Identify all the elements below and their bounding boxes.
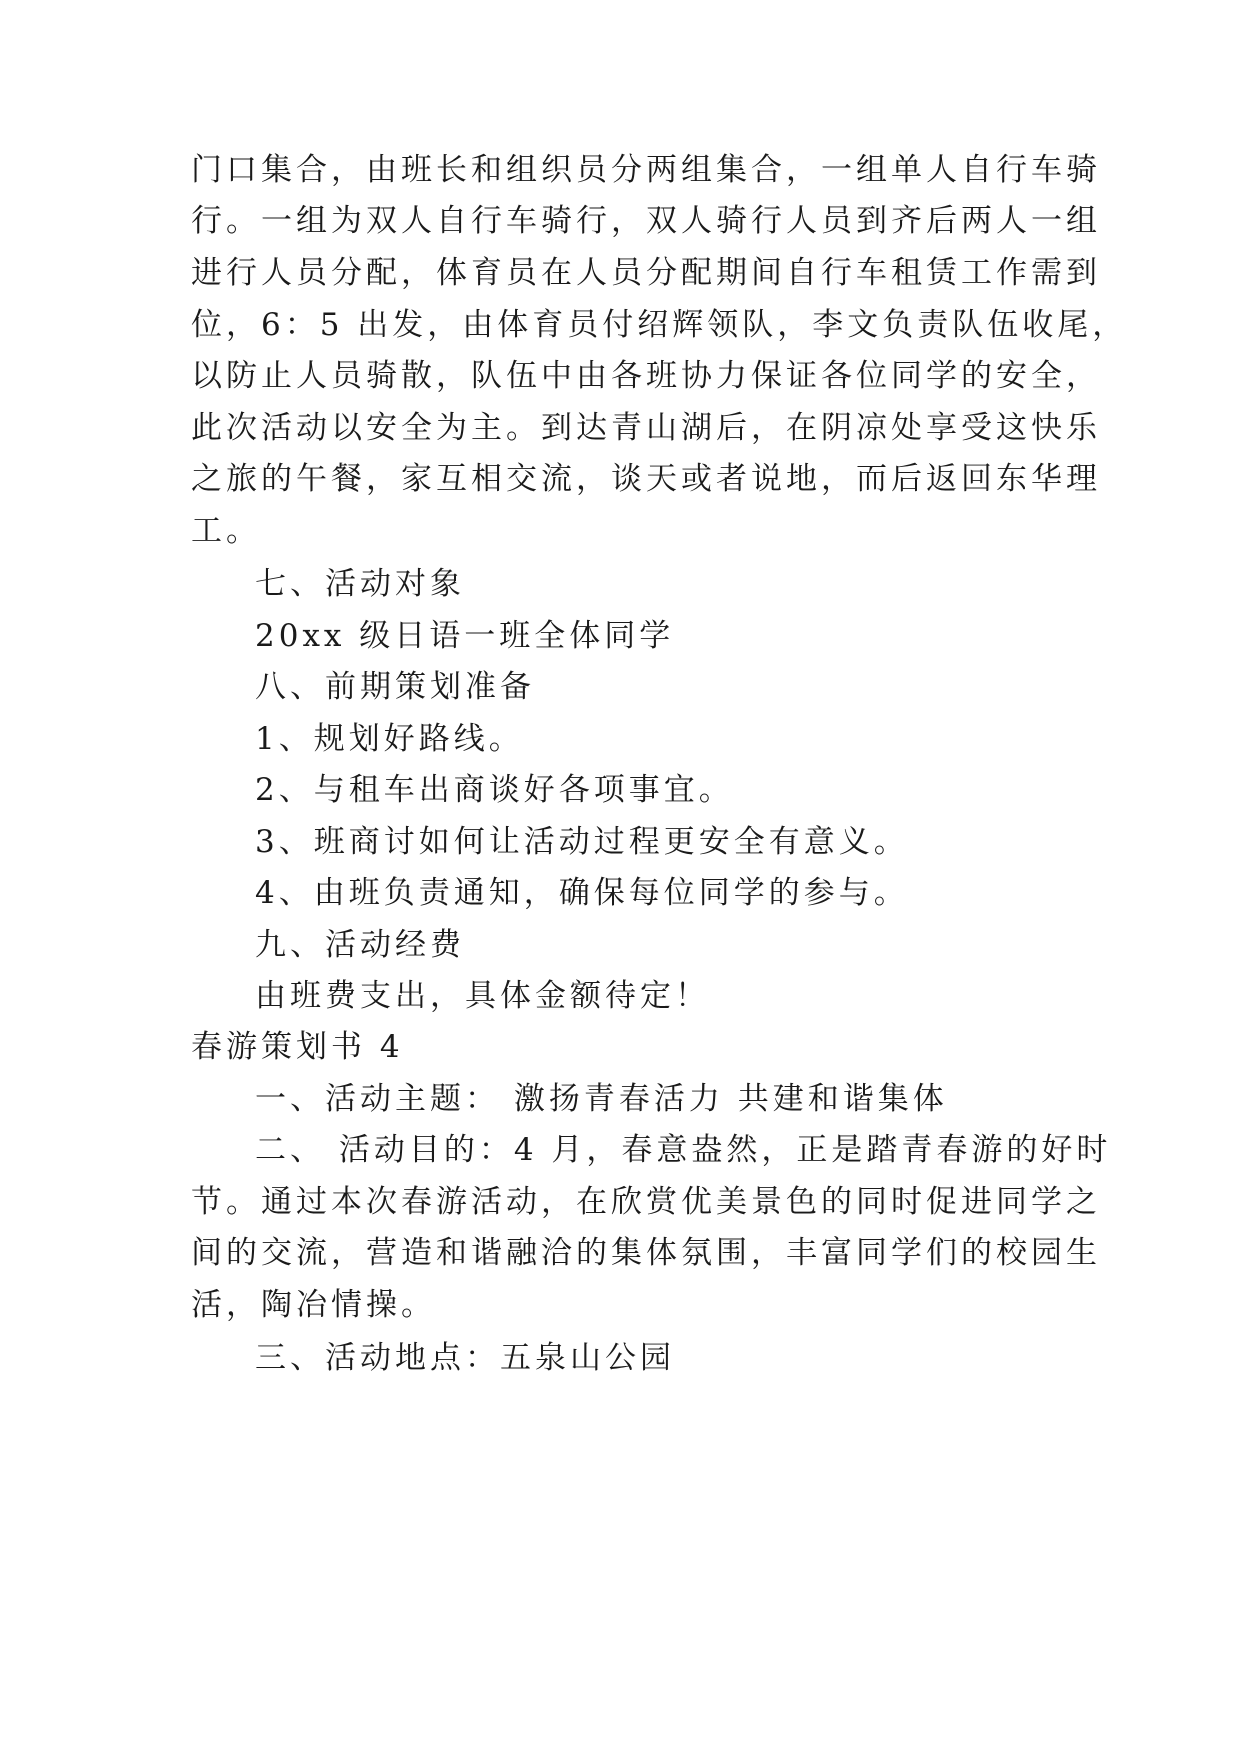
- paragraph-line: 活，陶冶情操。: [191, 1287, 436, 1323]
- paragraph-line: 以防止人员骑散，队伍中由各班协力保证各位同学的安全，: [191, 358, 1101, 394]
- paragraph-line: 二、 活动目的：4 月，春意盎然，正是踏青春游的好时: [255, 1132, 1112, 1168]
- paragraph-line: 此次活动以安全为主。到达青山湖后，在阴凉处享受这快乐: [191, 410, 1101, 446]
- section-heading: 一、活动主题： 激扬青春活力 共建和谐集体: [255, 1081, 948, 1117]
- paragraph-line: 进行人员分配，体育员在人员分配期间自行车租赁工作需到: [191, 255, 1101, 291]
- list-item: 2、与租车出商谈好各项事宜。: [255, 772, 734, 808]
- section-heading: 七、活动对象: [255, 566, 465, 602]
- paragraph-line: 20xx 级日语一班全体同学: [255, 618, 675, 654]
- paragraph-line: 间的交流，营造和谐融洽的集体氛围，丰富同学们的校园生: [191, 1235, 1101, 1271]
- paragraph-line: 节。通过本次春游活动，在欣赏优美景色的同时促进同学之: [191, 1184, 1101, 1220]
- paragraph-line: 位，6：5 出发，由体育员付绍辉领队，李文负责队伍收尾，: [191, 307, 1128, 343]
- paragraph-line: 工。: [191, 513, 261, 549]
- paragraph-line: 行。一组为双人自行车骑行，双人骑行人员到齐后两人一组: [191, 203, 1101, 239]
- list-item: 4、由班负责通知，确保每位同学的参与。: [255, 875, 909, 911]
- list-item: 1、规划好路线。: [255, 721, 524, 757]
- section-heading: 九、活动经费: [255, 927, 465, 963]
- paragraph-line: 由班费支出，具体金额待定！: [255, 978, 710, 1014]
- paragraph-line: 之旅的午餐，家互相交流，谈天或者说地，而后返回东华理: [191, 461, 1101, 497]
- section-heading: 八、前期策划准备: [255, 669, 535, 705]
- paragraph-line: 门口集合，由班长和组织员分两组集合，一组单人自行车骑: [191, 152, 1101, 188]
- list-item: 3、班商讨如何让活动过程更安全有意义。: [255, 824, 909, 860]
- section-heading: 三、活动地点：五泉山公园: [255, 1340, 675, 1376]
- document-title: 春游策划书 4: [191, 1029, 404, 1065]
